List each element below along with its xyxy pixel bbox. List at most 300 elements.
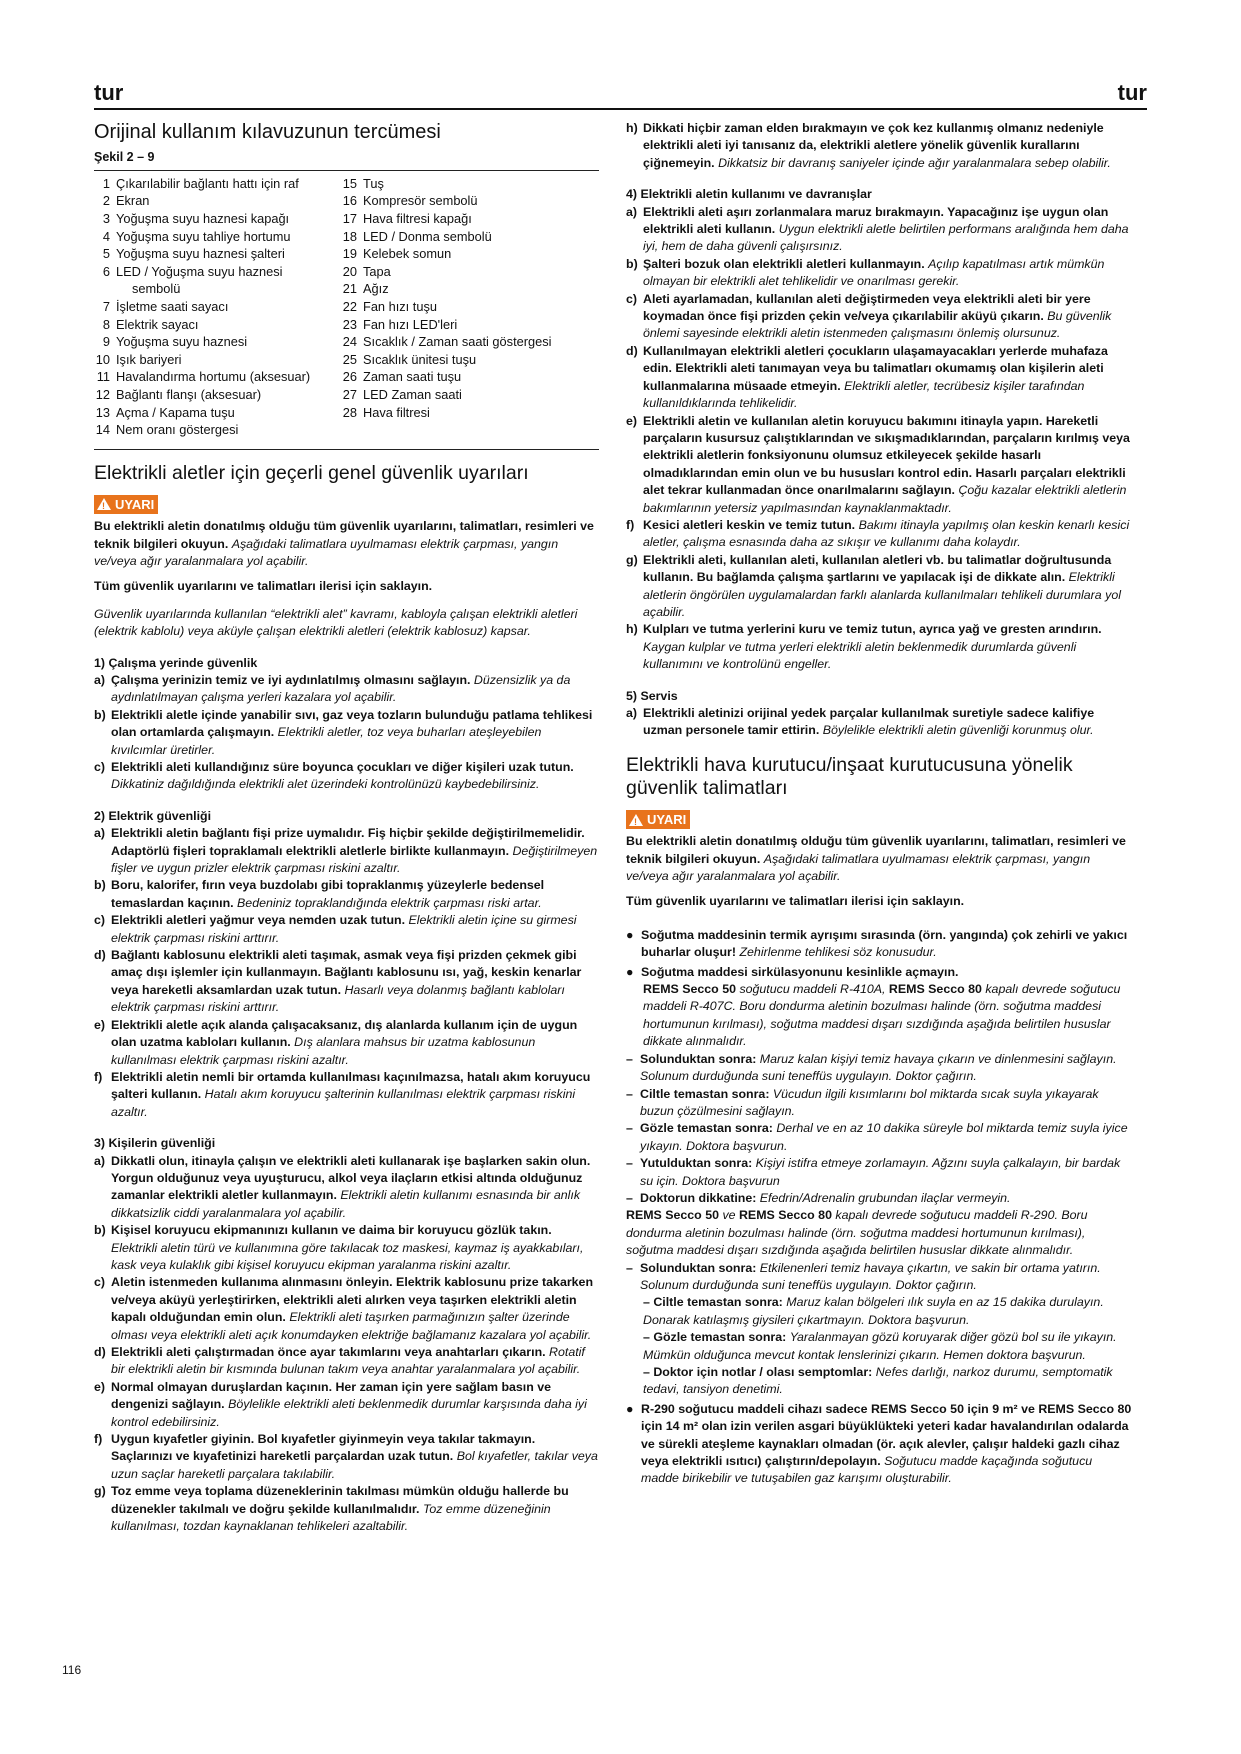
item-label: g): [94, 1484, 106, 1499]
item-bold: Aleti ayarlamadan, kullanılan aleti değiştirmeden veya elektrikli aleti bir yere koymadan önce fişi prizden çekin ve/veya çıkarılabilir aküyü çıkarın.: [643, 291, 1091, 324]
legend-number: 12: [95, 386, 110, 402]
item-label: e): [626, 413, 638, 428]
legend-item: [341, 316, 599, 334]
item-body: [643, 621, 1132, 673]
legend-number: 24: [342, 334, 357, 350]
item-label: f): [94, 1069, 103, 1084]
item-label: h): [626, 121, 638, 135]
item-bold: Elektrikli aleti aşırı zorlanmalara maruz bırakmayın. Yapacağınız işe uygun olan elektrikli aleti kullanın.: [643, 204, 1109, 237]
safety-item: [94, 1069, 599, 1121]
section-2-heading: 2) Elektrik güvenliği: [94, 808, 212, 823]
legend-number: 21: [342, 281, 357, 297]
legend-number: 5: [102, 246, 110, 262]
legend-item: [94, 351, 341, 369]
general-safety-heading: Elektrikli aletler için geçerli genel güvenlik uyarıları: [94, 461, 529, 484]
legend-item: [341, 280, 599, 298]
first-aid-list-b: [626, 1294, 1132, 1398]
item-bold: Elektrikli aletin bağlantı fişi prize uymalıdır. Fiş hiçbir şekilde değiştirilmemelidir. Adaptörlü fişleri topraklamalı elektrikli aletlerle birlikte kullanmayın.: [111, 826, 585, 858]
secco-r410a-paragraph: [626, 981, 1132, 1051]
item-bold: Elektrikli aletle içinde yanabilir sıvı, gaz veya tozların bulunduğu patlama tehlikesi olan ortamlarda çalışmayın.: [111, 707, 593, 740]
bullet-icon: ●: [626, 927, 634, 942]
item-label: a): [94, 672, 106, 687]
legend-item: [94, 210, 341, 228]
item-label: f): [94, 1432, 103, 1447]
item-italic: Değiştirilmeyen fişler ve uygun prizler elektrik çarpması riskini azaltır.: [111, 843, 598, 876]
item-italic: Dış alanlara mahsus bir uzatma kablosunun kullanılması elektrik çarpması riskini azaltır.: [111, 1035, 536, 1067]
item-body: [111, 1344, 599, 1379]
legend-item: [341, 386, 599, 404]
first-aid-item: [626, 1190, 1132, 1207]
item-label: f): [626, 517, 635, 532]
first-aid-text: Yaralanmayan gözü koruyarak diğer gözü bol su ile yıkayın. Mümkün olduğunca mevcut kontak lenslerinizi çıkarın. Hemen doktora başvurun.: [643, 1330, 1117, 1362]
item-body: [111, 1483, 599, 1535]
safety-item: [626, 552, 1132, 622]
section-1-heading: 1) Çalışma yerinde güvenlik: [94, 655, 258, 670]
legend-item: [341, 263, 599, 281]
legend-text: Sıcaklık ünitesi tuşu: [363, 351, 477, 367]
legend-item: [341, 368, 599, 386]
item-bold: Dikkati hiçbir zaman elden bırakmayın ve çok kez kullanmış olmanız nedeniyle elektrikli aleti iyi tanısanız da, elektrikli aletlere yönelik güvenlik kurallarını çiğnemeyin.: [643, 121, 1104, 170]
first-aid-body: [640, 1051, 1132, 1086]
model-name: REMS Secco 80: [738, 1208, 832, 1223]
item-italic: Dikkatsiz bir davranış saniyeler içinde ağır yaralanmalara sebep olabilir.: [718, 155, 1111, 170]
item-label: a): [94, 826, 106, 841]
right-column: [626, 120, 1132, 1488]
item-body: [111, 672, 599, 707]
legend-text: Havalandırma hortumu (aksesuar): [116, 369, 311, 385]
first-aid-item: [626, 1155, 1132, 1190]
safety-item: [94, 1153, 599, 1223]
item-label: b): [94, 878, 106, 893]
item-label: c): [94, 913, 106, 928]
legend-item: [94, 245, 341, 263]
item-label: a): [94, 1153, 106, 1168]
left-column: [94, 120, 599, 1535]
item-body: [643, 256, 1132, 291]
first-aid-body: [640, 1086, 1132, 1121]
first-aid-item: [626, 1086, 1132, 1121]
legend-text: Tapa: [363, 263, 391, 279]
item-bold: Elektrikli aletin nemli bir ortamda kullanılması kaçınılmazsa, hatalı akım koruyucu şalteri kullanın.: [111, 1069, 591, 1102]
legend-item: [94, 298, 341, 316]
item-bold: Kişisel koruyucu ekipmanınızı kullanın ve daima bir koruyucu gözlük takın.: [111, 1223, 552, 1238]
item-italic: Elektrikli aletin içine su girmesi elektrik çarpması riskini arttırır.: [111, 913, 577, 945]
item-italic: Elektrikli aletler, tecrübesiz kişiler tarafından kullanıldıklarında tehlikelidir.: [643, 378, 1085, 411]
item-bold: Uygun kıyafetler giyinin. Bol kıyafetler giyinmeyin veya takılar takmayın. Saçlarınızı ve kıyafetinizi hareketli parçalardan uzak tutun.: [111, 1432, 536, 1464]
legend-item: [341, 228, 599, 246]
intro-bold: Bu elektrikli aletin donatılmış olduğu tüm güvenlik uyarılarını, talimatları, resimleri ve teknik bilgileri okuyun.: [94, 519, 594, 551]
item-body: [111, 877, 599, 912]
safety-item: [94, 707, 599, 759]
item-body: [111, 707, 599, 759]
dash-marker: –: [626, 1051, 633, 1066]
item-body: [643, 343, 1132, 413]
item-body: [643, 705, 1132, 740]
legend-item: [94, 192, 341, 210]
legend-number: 26: [342, 369, 357, 385]
first-aid-body: [640, 1120, 1132, 1155]
section-3-list: [94, 1153, 599, 1536]
safety-item: [94, 1379, 599, 1431]
legend-column-1: [94, 175, 341, 439]
item-body: [643, 413, 1132, 517]
definition-paragraph: Güvenlik uyarılarında kullanılan “elektrikli alet” kavramı, kabloyla çalışan elektrikli aletleri (elektrik kablolu) veya aküyle çalışan elektrikli aletleri (elektrik kablosuz) kapsar.: [94, 606, 578, 639]
item-body: [643, 517, 1132, 552]
legend-text: Yoğuşma suyu tahliye hortumu: [116, 228, 291, 244]
legend-item: [94, 175, 341, 193]
secco-r290-paragraph: [626, 1207, 1132, 1259]
item-bold: Elektrikli aletleri yağmur veya nemden uzak tutun.: [111, 913, 406, 928]
item-bold: Normal olmayan duruşlardan kaçının. Her zaman için yere sağlam basın ve dengenizi sağlayın.: [111, 1379, 552, 1412]
safety-item: [94, 672, 599, 707]
bullet-italic: Zehirlenme tehlikesi söz konusudur.: [739, 945, 937, 960]
safety-item: [626, 621, 1132, 673]
legend-item: [94, 280, 341, 298]
bullet-icon: ●: [626, 964, 634, 979]
legend-text: Kelebek somun: [363, 246, 452, 262]
safety-item: [626, 291, 1132, 343]
item-bold: Dikkatli olun, itinayla çalışın ve elektrikli aleti kullanarak işe başlarken sakin olun. Yorgun olduğunuz veya uyuşturucu, alkol veya ilaçların etkisi altında olduğunuz zamanlar elektrikli aletler kullanmayın.: [111, 1153, 591, 1203]
section-4-heading: 4) Elektrikli aletin kullanımı ve davranışlar: [626, 187, 872, 202]
item-italic: Bol kıyafetler, takılar veya uzun saçlar hareketli parçalara takılabilir.: [111, 1449, 598, 1481]
dash-marker: –: [626, 1121, 633, 1136]
bullet-icon: ●: [626, 1401, 634, 1416]
item-label: e): [94, 1017, 106, 1032]
item-label: d): [94, 1345, 106, 1359]
legend-item: [94, 368, 341, 386]
section-divider: [94, 449, 599, 450]
parts-legend: [94, 175, 599, 439]
first-aid-label: – Ciltle temastan sonra:: [643, 1295, 783, 1310]
bullet-refrigerant-circuit: [626, 964, 1132, 981]
first-aid-body: [640, 1190, 1132, 1207]
legend-item: [341, 333, 599, 351]
item-bold: Elektrikli aleti, kullanılan aleti, kullanılan aletleri vb. bu talimatlar doğrultusunda kullanın. Bu bağlamda çalışma şartlarını ve yapılacak işi de dikkate alın.: [643, 552, 1112, 585]
page-number: 116: [62, 1663, 82, 1677]
refrigerant-text: soğutucu maddeli R-410A,: [739, 982, 886, 997]
conjunction: ve: [722, 1208, 736, 1223]
first-aid-label: – Gözle temastan sonra:: [643, 1330, 787, 1345]
bullet-toxic-vapors: [626, 927, 1132, 962]
item-body: [643, 552, 1132, 622]
legend-column-2: [341, 175, 599, 439]
safety-item: [94, 759, 599, 794]
legend-item: [341, 210, 599, 228]
bullet-italic: Soğutucu madde kaçağında soğutucu madde birikebilir ve tutuşabilen gaz karışımı oluşturabilir.: [641, 1454, 1093, 1486]
legend-text: Tuş: [363, 175, 384, 191]
item-italic: Bedeniniz topraklandığında elektrik çarpması riski artar.: [237, 895, 542, 910]
legend-text: Açma / Kapama tuşu: [116, 404, 235, 420]
legend-text: Fan hızı tuşu: [363, 298, 437, 314]
intro-paragraph: [626, 833, 1132, 885]
item-bold: Şalteri bozuk olan elektrikli aletleri kullanmayın.: [643, 256, 925, 271]
warning-triangle-icon: [629, 814, 643, 826]
legend-number: 16: [342, 193, 357, 209]
refrigerant-text: kapalı devrede soğutucu maddeli R-407C. Boru dondurma aletinin bozulması halinde (örn. soğutma maddesi hortumunun kırılması), soğutma maddesi dışarı sızdığında aşağıda belirtilen hususlar dikkate alınmalıdır.: [643, 982, 1121, 1049]
item-label: d): [94, 948, 106, 963]
bullet-bold: Soğutma maddesi sirkülasyonunu kesinlikle açmayın.: [641, 964, 959, 979]
item-body: [111, 825, 599, 877]
safety-item: [94, 877, 599, 912]
legend-item: [94, 404, 341, 422]
bullet-r290-room-size: [626, 1401, 1132, 1488]
first-aid-subitem: [626, 1329, 1132, 1364]
item-bold: Kesici aletleri keskin ve temiz tutun.: [643, 517, 856, 532]
item-body: [643, 120, 1132, 172]
item-label: c): [94, 760, 106, 774]
first-aid-text: Maruz kalan kişiyi temiz havaya çıkarın ve dinlenmesini sağlayın. Solunum durduğunda suni teneffüs uygulayın. Doktor çağırın.: [640, 1051, 1117, 1084]
first-aid-label: Solunduktan sonra:: [640, 1260, 757, 1275]
warning-badge: [626, 810, 690, 829]
legend-text: Yoğuşma suyu haznesi şalteri: [116, 246, 285, 262]
safety-item: [94, 825, 599, 877]
item-italic: Düzensizlik ya da aydınlatılmayan çalışma yerleri kazalara yol açabilir.: [111, 672, 571, 705]
safety-item: [94, 1483, 599, 1535]
safety-item: [94, 947, 599, 1017]
legend-item: [94, 228, 341, 246]
model-name: REMS Secco 50: [626, 1208, 719, 1223]
item-bold: Çalışma yerinizin temiz ve iyi aydınlatılmış olmasını sağlayın.: [111, 672, 471, 687]
item-italic: Böylelikle elektrikli aleti beklenmedik durumlar karşısında daha iyi kontrol edebilirsiniz.: [111, 1397, 587, 1429]
section-3-heading: 3) Kişilerin güvenliği: [94, 1136, 216, 1151]
item-body: [111, 1379, 599, 1431]
item-italic: Elektrikli aletler, toz veya buharları ateşleyebilen kıvılcımlar üretirler.: [111, 725, 542, 757]
legend-number: 23: [342, 316, 357, 332]
legend-text: Işık bariyeri: [116, 351, 182, 367]
item-label: a): [626, 706, 638, 720]
model-name: REMS Secco 80: [888, 982, 982, 997]
legend-text: LED / Donma sembolü: [363, 228, 492, 244]
legend-number: 4: [102, 228, 110, 244]
item-label: c): [626, 291, 638, 306]
item-body: [111, 1431, 599, 1483]
first-aid-text: Etkilenenleri temiz havaya çıkartın, ve sakin bir ortama yatırın. Solunum durduğunda suni teneffüs uygulayın. Doktor çağırın.: [640, 1260, 1101, 1292]
legend-number: 19: [342, 246, 357, 262]
intro-italic: Aşağıdaki talimatlara uyulmaması elektrik çarpması, yangın ve/veya ağır yaralanmalara yol açabilir.: [94, 536, 559, 568]
item-label: b): [94, 1223, 106, 1238]
legend-text: Kompresör sembolü: [363, 193, 478, 209]
legend-item: [341, 175, 599, 193]
legend-text: Hava filtresi: [363, 404, 430, 420]
item-bold: Kullanılmayan elektrikli aletleri çocukların ulaşamayacakları yerlerde muhafaza edin. Elektrikli aleti tanımayan veya bu talimatları okumamış olan kişilerin aleti kullanmalarına müsaade etmeyin.: [643, 343, 1108, 393]
legend-text: LED / Yoğuşma suyu haznesi: [116, 263, 283, 279]
legend-number: 3: [102, 211, 110, 226]
intro-bold: Bu elektrikli aletin donatılmış olduğu tüm güvenlik uyarılarını, talimatları, resimleri ve teknik bilgileri okuyun.: [626, 834, 1126, 866]
section-3-item-h: [626, 120, 1132, 172]
safety-item: [94, 1274, 599, 1344]
item-bold: Elektrikli aletle açık alanda çalışacaksanız, dış alanlarda kullanım için de uygun olan uzatma kabloları kullanın.: [111, 1017, 578, 1050]
item-body: [111, 759, 599, 794]
legend-number: 13: [95, 404, 110, 420]
item-italic: Hasarlı veya dolanmış bağlantı kabloları elektrik çarpması riskini arttırır.: [111, 982, 565, 1015]
legend-number: 22: [342, 298, 357, 314]
legend-item: [94, 316, 341, 334]
item-italic: Açılıp kapatılması artık mümkün olmayan bir elektrikli alet tehlikelidir ve onarılması gerekir.: [643, 256, 1105, 289]
warning-label: UYARI: [115, 496, 155, 512]
legend-number: 2: [102, 193, 110, 209]
first-aid-label: – Doktor için notlar / olası semptomlar:: [643, 1365, 873, 1379]
page-title: Orijinal kullanım kılavuzunun tercümesi: [94, 121, 441, 143]
item-italic: Elektrikli aletin türü ve kullanımına göre takılacak toz maskesi, kaymaz iş ayakkabıları, kask veya kulaklık gibi kişisel koruyucu ekipman yaralanma riskini azaltır.: [111, 1240, 584, 1272]
language-header-right: tur: [1117, 80, 1147, 105]
legend-number: 1: [102, 175, 110, 191]
item-label: c): [94, 1275, 106, 1290]
item-label: h): [626, 622, 638, 637]
first-aid-text: Efedrin/Adrenalin grubundan ilaçlar vermeyin.: [759, 1190, 1011, 1205]
first-aid-label: Solunduktan sonra:: [640, 1051, 757, 1066]
warning-badge: [94, 495, 158, 514]
section-5-heading: 5) Servis: [626, 688, 678, 703]
safety-item: [626, 705, 1132, 740]
bullet-bold: R-290 soğutucu maddeli cihazı sadece REMS Secco 50 için 9 m² ve REMS Secco 80 için 14 m² olan izin verilen asgari büyüklükteki yeteri kadar havalandırılan odalarda ve sürekli ateşleme kaynakları olmadan (ör. açık alevler, çalışır haldeki gazlı cihaz veya elektrikli ısıtıcı) çalıştırın/depolayın.: [641, 1401, 1132, 1469]
safety-item: [94, 1017, 599, 1069]
first-aid-item: [626, 1260, 1132, 1295]
legend-text: Nem oranı göstergesi: [116, 422, 239, 438]
item-body: [111, 1274, 599, 1344]
item-bold: Bağlantı kablosunu elektrikli aleti taşımak, asmak veya fişi prizden çekmek gibi amaç dışı işlemler için kullanmayın. Bağlantı kablosunu ısı, yağ, keskin kenarlar veya hareketli aksamlardan uzak tutun.: [111, 948, 582, 997]
item-body: [643, 204, 1132, 256]
item-body: [111, 1069, 599, 1121]
legend-number: 10: [95, 351, 110, 367]
item-label: b): [94, 707, 106, 722]
item-italic: Hatalı akım koruyucu şalterinin kullanılması elektrik çarpması riskini azaltır.: [111, 1087, 576, 1119]
item-italic: Rotatif bir elektrikli aletin bir kısmında bulunan takım veya anahtar yaralanmalara yol açabilir.: [111, 1345, 585, 1377]
item-label: d): [626, 343, 638, 358]
legend-text: Zaman saati tuşu: [363, 369, 462, 385]
item-italic: Elektrikli aletlerin öngörülen uygulamalardan farklı alanlarda kullanılmaları tehlikeli durumlara yol açabilir.: [643, 570, 1121, 619]
refrigerant-text: kapalı devrede soğutucu maddeli R-290. Boru dondurma aletinin bozulması halinde (örn. soğutma maddesi hortumunun kırılması), soğutma maddesi dışarı sızdığında aşağıda belirtilen hususlar dikkate alınmalıdır.: [626, 1208, 1088, 1258]
save-note: Tüm güvenlik uyarılarını ve talimatları ilerisi için saklayın.: [626, 894, 965, 909]
item-bold: Elektrikli aletinizi orijinal yedek parçalar kullanılmak suretiyle sadece kalifiye uzman personele tamir ettirin.: [643, 706, 1095, 738]
legend-text: LED Zaman saati: [363, 386, 462, 402]
legend-number: 14: [95, 422, 110, 438]
legend-number: [94, 280, 110, 298]
section-5-list: [626, 705, 1132, 740]
item-body: [111, 1153, 599, 1223]
legend-number: 17: [342, 211, 357, 226]
item-bold: Elektrikli aletin ve kullanılan aletin koruyucu bakımını itinayla yapın. Hareketli parçaların kusursuz çalıştıklarından ve sıkışmadıklarından, parçaların kırılmış veya elektrikli aletlerin fonksiyonunu olumsuz etkileyecek şekilde hasarlı olmadıklarından emin olun ve bu hususları kontrol edin. Hasarlı parçaları elektrikli alet tekrar kullanmadan önce onarılmalarını sağlayın.: [643, 413, 1130, 498]
safety-item: [94, 1222, 599, 1274]
item-italic: Kaygan kulplar ve tutma yerleri elektrikli aletin beklenmedik durumlarda güvenli kullanımını ve kontrolünü engeller.: [643, 639, 1077, 672]
legend-number: 7: [102, 298, 110, 314]
legend-text: İşletme saati sayacı: [116, 298, 229, 314]
item-label: e): [94, 1379, 106, 1394]
first-aid-subitem: [626, 1294, 1132, 1329]
first-aid-body: [640, 1155, 1132, 1190]
legend-number: 11: [96, 369, 110, 385]
legend-item: [94, 421, 341, 439]
dash-marker: –: [626, 1086, 633, 1101]
first-aid-item: [626, 1051, 1132, 1086]
item-bold: Toz emme veya toplama düzeneklerinin takılması mümkün olduğu hallerde bu düzenekler takılmalı ve doğru şekilde kullanılmalıdır.: [111, 1484, 569, 1516]
legend-text: Yoğuşma suyu haznesi kapağı: [116, 211, 290, 226]
language-header-left: tur: [94, 80, 124, 105]
item-body: [111, 912, 599, 947]
item-bold: Elektrikli aleti kullandığınız süre boyunca çocukları ve diğer kişileri uzak tutun.: [111, 760, 574, 774]
first-aid-subitem: [626, 1364, 1132, 1399]
legend-item: [94, 333, 341, 351]
legend-number: 15: [342, 175, 357, 191]
legend-item: [341, 351, 599, 369]
save-note: Tüm güvenlik uyarılarını ve talimatları ilerisi için saklayın.: [94, 579, 433, 594]
legend-item: [94, 386, 341, 404]
legend-item: [341, 192, 599, 210]
legend-number: 6: [102, 263, 110, 279]
first-aid-label: Yutulduktan sonra:: [640, 1156, 753, 1171]
item-italic: Elektrikli aleti taşırken parmağınızın şalter üzerinde olması veya elektrikli aleti açık konumdayken elektriğe bağlamanız kazalara yol açabilir.: [111, 1310, 592, 1342]
legend-text: Hava filtresi kapağı: [363, 211, 472, 226]
legend-text: Yoğuşma suyu haznesi: [116, 334, 248, 350]
item-bold: Kulpları ve tutma yerlerini kuru ve temiz tutun, ayrıca yağ ve gresten arındırın.: [643, 622, 1102, 637]
safety-item: [626, 256, 1132, 291]
first-aid-list-a: [626, 1051, 1132, 1208]
figure-label: Şekil 2 – 9: [94, 150, 155, 165]
first-aid-text: Derhal ve en az 10 dakika süreyle bol miktarda temiz suyla iyice yıkayın. Doktora başvurun.: [640, 1121, 1128, 1153]
item-bold: Boru, kalorifer, fırın veya buzdolabı gibi topraklanmış yüzeylerle bedensel temaslardan kaçının.: [111, 878, 545, 910]
section-1-list: [94, 672, 599, 794]
legend-number: 28: [342, 404, 357, 420]
legend-text: Fan hızı LED'leri: [363, 316, 458, 332]
item-italic: Çoğu kazalar elektrikli aletlerin bakımlarının yetersiz yapılmasından kaynaklanmaktadır.: [643, 483, 1127, 515]
item-italic: Bakımı itinayla yapılmış olan keskin kenarlı kesici aletler, çalışma esnasında daha az sıkışır ve kullanımı daha kolaydır.: [643, 517, 1130, 550]
item-italic: Bu güvenlik önlemi sayesinde elektrikli aletin istenmeden çalışmasını önlemiş olursunuz.: [643, 309, 1112, 341]
legend-text: Elektrik sayacı: [116, 316, 199, 332]
safety-item: [94, 912, 599, 947]
safety-item: [626, 204, 1132, 256]
legend-item: [341, 298, 599, 316]
legend-item: [341, 245, 599, 263]
item-italic: Böylelikle elektrikli aletin güvenliği korunmuş olur.: [822, 723, 1094, 738]
dash-marker: –: [626, 1260, 633, 1275]
section-4-list: [626, 204, 1132, 674]
item-label: b): [626, 256, 638, 271]
dryer-safety-heading: Elektrikli hava kurutucu/inşaat kurutucusuna yönelik güvenlik talimatları: [626, 753, 1073, 799]
item-body: [111, 1017, 599, 1069]
legend-text: Bağlantı flanşı (aksesuar): [116, 386, 262, 402]
legend-text: sembolü: [132, 281, 181, 297]
first-aid-label: Ciltle temastan sonra:: [640, 1086, 770, 1101]
item-italic: Toz emme düzeneğinin kullanılması, tozdan kaynaklanan tehlikeleri azaltabilir.: [111, 1501, 551, 1534]
intro-paragraph: [94, 518, 599, 570]
first-aid-text: Kişiyi istifra etmeye zorlamayın. Ağzını suyla çalkalayın, bir bardak su için. Doktora başvurun: [640, 1156, 1121, 1188]
safety-item: [94, 1344, 599, 1379]
header-rule: [94, 108, 1147, 110]
safety-item: [626, 517, 1132, 552]
legend-item: [341, 404, 599, 422]
figure-rule: [94, 170, 599, 171]
warning-label: UYARI: [647, 811, 687, 827]
section-2-list: [94, 825, 599, 1121]
item-bold: Aletin istenmeden kullanıma alınmasını önleyin. Elektrik kablosunu prize takarken ve/veya aküyü yerleştirirken, elektrikli aleti alırken veya taşırken elektrikli aletin kapalı olduğundan emin olun.: [111, 1275, 594, 1325]
first-aid-text: Nefes darlığı, narkoz durumu, semptomatik tedavi, tansiyon denetimi.: [643, 1365, 1113, 1397]
legend-text: Sıcaklık / Zaman saati göstergesi: [363, 334, 552, 350]
item-italic: Uygun elektrikli aletle belirtilen performans aralığında hem daha iyi, hem de daha güvenli çalışırsınız.: [643, 222, 1129, 254]
safety-item: [626, 413, 1132, 517]
legend-number: 27: [342, 386, 357, 402]
dash-marker: –: [626, 1156, 633, 1171]
safety-item: [626, 343, 1132, 413]
first-aid-text: Vücudun ilgili kısımlarını bol miktarda sıcak suyla yıkayarak buzun çözülmesini sağlayın.: [640, 1086, 1099, 1118]
legend-item: [94, 263, 341, 281]
first-aid-text: Maruz kalan bölgeleri ılık suyla en az 15 dakika durulayın. Donarak katılaşmış giysileri çıkartmayın. Doktora başvurun.: [643, 1295, 1104, 1327]
model-name: REMS Secco 50: [643, 982, 736, 997]
first-aid-label: Doktorun dikkatine:: [640, 1190, 757, 1205]
item-italic: Dikkatiniz dağıldığında elektrikli alet üzerindeki kontrolünüzü kaybedebilirsiniz.: [111, 777, 540, 792]
item-label: a): [626, 204, 638, 219]
legend-text: Ekran: [116, 193, 150, 209]
item-body: [111, 947, 599, 1017]
dash-marker: –: [626, 1190, 633, 1205]
